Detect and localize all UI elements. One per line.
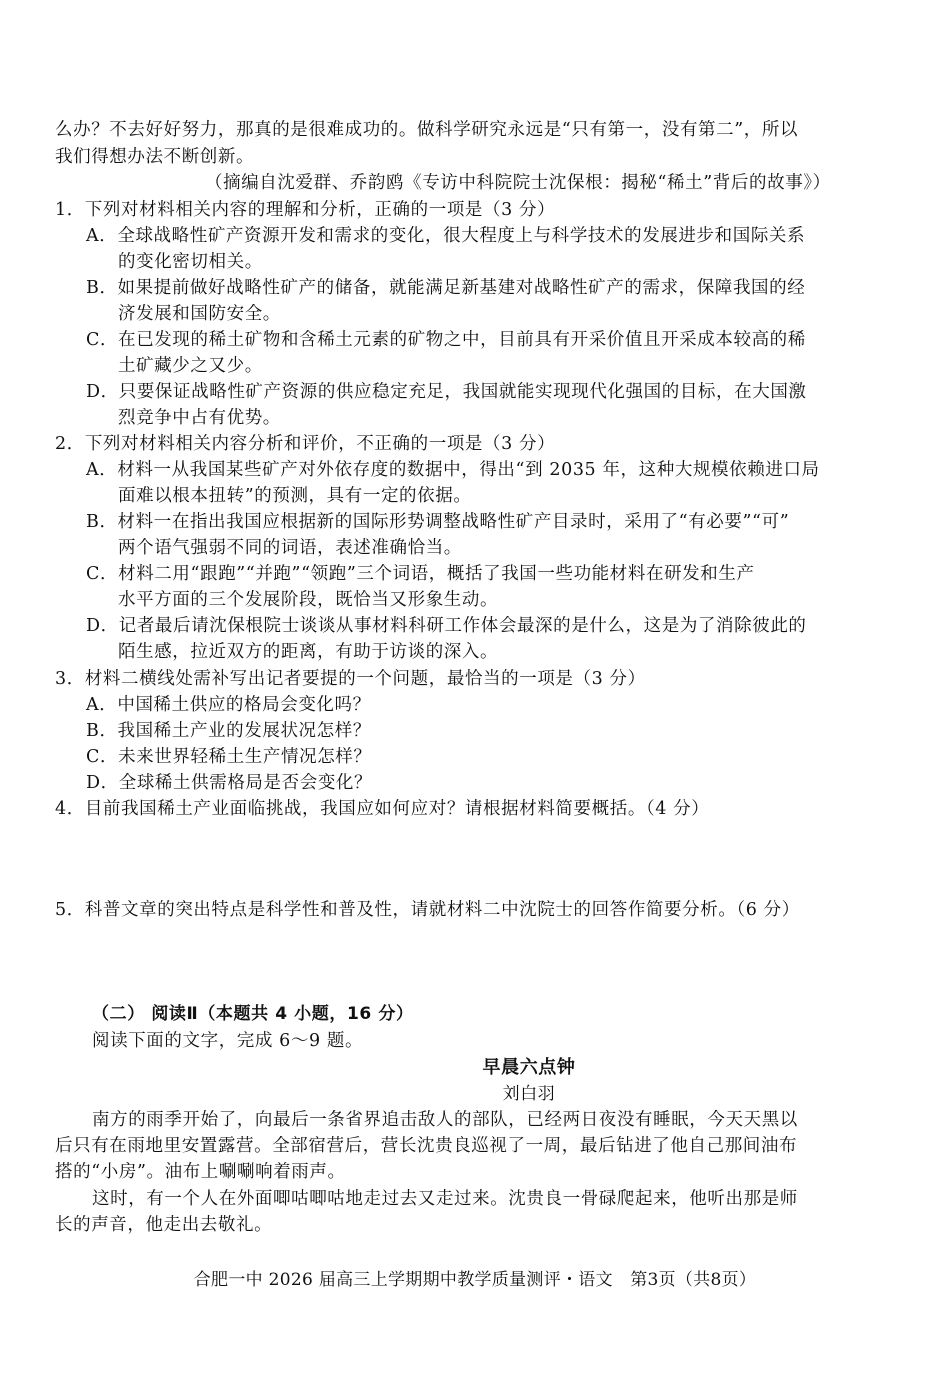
section-instruction: 阅读下面的文字，完成 6～9 题。 [92, 1031, 364, 1051]
passage-line: 这时，有一个人在外面唧咕唧咕地走过去又走过来。沈贵良一骨碌爬起来，他听出那是师 [92, 1189, 798, 1209]
question-1-option-c-cont: 土矿藏少之又少。 [118, 356, 263, 376]
question-1-option-d: D．只要保证战略性矿产资源的供应稳定充足，我国就能实现现代化强国的目标，在大国激 [86, 382, 807, 402]
question-4-stem: 4．目前我国稀土产业面临挑战，我国应如何应对？请根据材料简要概括。（4 分） [55, 799, 710, 819]
question-1-stem: 1．下列对材料相关内容的理解和分析，正确的一项是（3 分） [55, 200, 556, 220]
question-2-stem: 2．下列对材料相关内容分析和评价，不正确的一项是（3 分） [55, 434, 556, 454]
article-title: 早晨六点钟 [482, 1057, 576, 1078]
passage-line: 我们得想办法不断创新。 [55, 147, 255, 167]
question-1-option-b-cont: 济发展和国防安全。 [118, 304, 281, 324]
question-2-option-d-cont: 陌生感，拉近双方的距离，有助于访谈的深入。 [118, 642, 499, 662]
question-1-option-a: A．全球战略性矿产资源开发和需求的变化，很大程度上与科学技术的发展进步和国际关系 [86, 226, 806, 246]
question-2-option-c: C．材料二用“跟跑”“并跑”“领跑”三个词语，概括了我国一些功能材料在研发和生产 [86, 564, 755, 584]
passage-line: 南方的雨季开始了，向最后一条省界追击敌人的部队，已经两日夜没有睡眠，今天天黑以 [92, 1110, 798, 1130]
page-footer: 合肥一中 2026 届高三上学期期中教学质量测评・语文 第3页（共8页） [193, 1270, 757, 1290]
question-1-option-c: C．在已发现的稀土矿物和含稀土元素的矿物之中，目前具有开采价值且开采成本较高的稀 [86, 330, 806, 350]
passage-line: 后只有在雨地里安置露营。全部宿营后，营长沈贵良巡视了一周，最后钻进了他自己那间油布 [55, 1136, 798, 1156]
question-3-option-b: B．我国稀土产业的发展状况怎样？ [86, 721, 371, 741]
question-5-stem: 5．科普文章的突出特点是科学性和普及性，请就材料二中沈院士的回答作简要分析。（6 分） [55, 900, 800, 920]
article-author: 刘白羽 [502, 1084, 556, 1104]
passage-line: 长的声音，他走出去敬礼。 [55, 1215, 273, 1235]
passage-line: 搭的“小房”。油布上唰唰响着雨声。 [55, 1162, 346, 1182]
question-3-stem: 3．材料二横线处需补写出记者要提的一个问题，最恰当的一项是（3 分） [55, 669, 646, 689]
question-2-option-a-cont: 面难以根本扭转”的预测，具有一定的依据。 [118, 486, 472, 506]
question-3-option-d: D．全球稀土供需格局是否会变化？ [86, 773, 373, 793]
question-1-option-d-cont: 烈竞争中占有优势。 [118, 408, 281, 428]
passage-line: 么办？不去好好努力，那真的是很难成功的。做科学研究永远是“只有第一，没有第二”，所以 [55, 120, 799, 140]
question-2-option-b-cont: 两个语气强弱不同的词语，表述准确恰当。 [118, 538, 462, 558]
question-2-option-b: B．材料一在指出我国应根据新的国际形势调整战略性矿产目录时，采用了“有必要”“可” [86, 512, 790, 532]
question-1-option-b: B．如果提前做好战略性矿产的储备，就能满足新基建对战略性矿产的需求，保障我国的经 [86, 278, 806, 298]
question-2-option-c-cont: 水平方面的三个发展阶段，既恰当又形象生动。 [118, 590, 499, 610]
question-2-option-d: D．记者最后请沈保根院士谈谈从事材料科研工作体会最深的是什么，这是为了消除彼此的 [86, 616, 807, 636]
question-2-option-a: A．材料一从我国某些矿产对外依存度的数据中，得出“到 2035 年，这种大规模依赖进口局 [86, 460, 820, 480]
question-3-option-a: A．中国稀土供应的格局会变化吗？ [86, 695, 371, 715]
section-heading: （二） 阅读Ⅱ（本题共 4 小题，16 分） [92, 1004, 414, 1024]
question-1-option-a-cont: 的变化密切相关。 [118, 252, 263, 272]
source-citation: （摘编自沈爱群、乔韵鸥《专访中科院院士沈保根：揭秘“稀土”背后的故事》） [205, 173, 831, 193]
question-3-option-c: C．未来世界轻稀土生产情况怎样？ [86, 747, 372, 767]
